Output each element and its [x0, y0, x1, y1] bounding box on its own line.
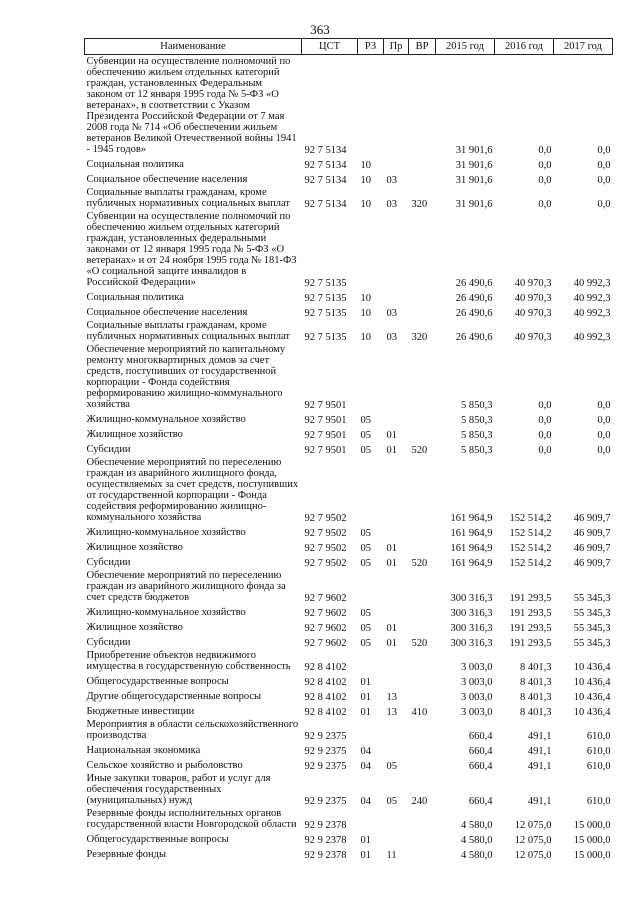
row-vr	[409, 807, 436, 831]
row-name: Мероприятия в области сельскохозяйственного производства	[86, 719, 299, 741]
row-cst: 92 7 5135	[304, 293, 347, 304]
row-vr	[409, 524, 436, 539]
row-value-2015: 5 850,3	[461, 415, 493, 426]
row-value-2015: 161 964,9	[450, 513, 493, 524]
row-value-2016: 152 514,2	[509, 543, 552, 554]
table-row	[85, 807, 613, 831]
row-name: Жилищное хозяйство	[86, 429, 183, 440]
row-pr: 01	[386, 638, 397, 649]
row-name: Другие общегосударственные вопросы	[86, 691, 262, 702]
row-value-2017: 46 909,7	[573, 528, 611, 539]
row-value-2017: 55 345,3	[573, 638, 611, 649]
row-rz: 05	[360, 638, 371, 649]
row-name: Обеспечение мероприятий по переселению граждан из аварийного жилищного фонда, осуществляемых за счет средств, поступивших от государственной корпорации - Фонда содействия реформированию жилищно-коммунального хозяйства	[86, 457, 299, 523]
row-pr: 03	[386, 332, 397, 343]
row-pr	[384, 673, 409, 688]
row-cst: 92 7 5134	[304, 160, 347, 171]
row-rz: 01	[360, 707, 371, 718]
table-row	[85, 703, 613, 718]
header-name: Наименование	[85, 39, 302, 55]
row-value-2016: 0,0	[538, 175, 552, 186]
row-vr	[409, 831, 436, 846]
row-value-2016: 152 514,2	[509, 558, 552, 569]
table-row	[85, 772, 613, 807]
table-row	[85, 539, 613, 554]
row-vr	[409, 604, 436, 619]
row-vr	[409, 456, 436, 524]
row-vr: 320	[411, 199, 428, 210]
row-value-2017: 0,0	[597, 175, 611, 186]
row-value-2015: 660,4	[468, 761, 493, 772]
row-value-2016: 8 401,3	[520, 662, 552, 673]
row-vr	[409, 718, 436, 742]
row-name: Резервные фонды	[86, 849, 167, 860]
row-rz: 10	[360, 308, 371, 319]
table-row	[85, 554, 613, 569]
row-value-2016: 491,1	[527, 796, 552, 807]
row-pr: 01	[386, 558, 397, 569]
row-value-2015: 31 901,6	[455, 199, 493, 210]
row-value-2017: 40 992,3	[573, 278, 611, 289]
table-row	[85, 673, 613, 688]
row-rz: 05	[360, 528, 371, 539]
row-rz: 01	[360, 835, 371, 846]
row-name: Субвенции на осуществление полномочий по обеспечению жильем отдельных категорий граждан, установленных федеральными законами от 12 января 1995 года № 5-ФЗ «О ветеранах» и от 24 ноября 1995 года № 181-ФЗ «О социальной защите инвалидов в Российской Федерации»	[86, 211, 297, 288]
row-value-2016: 491,1	[527, 746, 552, 757]
row-pr	[384, 343, 409, 411]
row-value-2016: 40 970,3	[514, 332, 552, 343]
row-vr	[409, 539, 436, 554]
row-rz: 10	[360, 199, 371, 210]
row-cst: 92 7 9502	[304, 528, 347, 539]
row-rz: 04	[360, 746, 371, 757]
table-row	[85, 441, 613, 456]
row-value-2017: 15 000,0	[573, 835, 611, 846]
row-value-2016: 0,0	[538, 400, 552, 411]
row-cst: 92 8 4102	[304, 662, 347, 673]
row-cst: 92 7 9501	[304, 430, 347, 441]
row-value-2016: 40 970,3	[514, 278, 552, 289]
row-cst: 92 7 5134	[304, 199, 347, 210]
row-vr	[409, 55, 436, 157]
row-value-2017: 46 909,7	[573, 513, 611, 524]
row-pr	[384, 831, 409, 846]
row-rz: 05	[360, 430, 371, 441]
row-value-2015: 3 003,0	[461, 692, 493, 703]
row-pr: 01	[386, 543, 397, 554]
row-pr	[384, 742, 409, 757]
row-cst: 92 7 9501	[304, 415, 347, 426]
table-row	[85, 846, 613, 861]
row-value-2017: 610,0	[586, 746, 611, 757]
row-value-2017: 15 000,0	[573, 850, 611, 861]
row-rz: 05	[360, 415, 371, 426]
header-2017: 2017 год	[554, 39, 613, 55]
row-pr	[384, 411, 409, 426]
row-vr	[409, 757, 436, 772]
table-row	[85, 604, 613, 619]
budget-table	[84, 38, 613, 861]
row-cst: 92 7 9602	[304, 593, 347, 604]
row-cst: 92 9 2375	[304, 746, 347, 757]
row-pr: 01	[386, 430, 397, 441]
row-value-2016: 0,0	[538, 445, 552, 456]
row-rz	[358, 456, 384, 524]
row-name: Субвенции на осуществление полномочий по обеспечению жильем отдельных категорий граждан, установленных Федеральным законом от 12 января 1995 года № 5-ФЗ «О ветеранах», в соответствии с Указом Президента Российской Федерации от 7 мая 2008 года № 714 «Об обеспечении жильем ветеранов Великой Отечественной войны 1941 - 1945 годов»	[86, 56, 297, 155]
row-pr	[384, 456, 409, 524]
table-row	[85, 319, 613, 343]
row-name: Обеспечение мероприятий по переселению граждан из аварийного жилищного фонда за счет средств бюджетов	[86, 570, 286, 603]
row-cst: 92 7 9502	[304, 513, 347, 524]
row-name: Социальное обеспечение населения	[86, 174, 248, 185]
row-value-2017: 0,0	[597, 145, 611, 156]
header-rz: РЗ	[358, 39, 384, 55]
row-value-2017: 46 909,7	[573, 543, 611, 554]
row-name: Жилищно-коммунальное хозяйство	[86, 527, 246, 538]
row-vr	[409, 289, 436, 304]
row-cst: 92 8 4102	[304, 707, 347, 718]
table-row	[85, 688, 613, 703]
row-value-2015: 5 850,3	[461, 430, 493, 441]
row-value-2015: 660,4	[468, 796, 493, 807]
row-value-2017: 0,0	[597, 445, 611, 456]
row-pr: 05	[386, 796, 397, 807]
row-value-2017: 10 436,4	[573, 707, 611, 718]
row-rz	[358, 649, 384, 673]
row-value-2017: 46 909,7	[573, 558, 611, 569]
row-value-2015: 31 901,6	[455, 145, 493, 156]
row-value-2015: 3 003,0	[461, 677, 493, 688]
table-row	[85, 757, 613, 772]
row-value-2016: 0,0	[538, 199, 552, 210]
row-cst: 92 7 5135	[304, 332, 347, 343]
row-cst: 92 9 2378	[304, 850, 347, 861]
row-rz: 10	[360, 160, 371, 171]
row-value-2016: 191 293,5	[509, 638, 552, 649]
row-vr	[409, 673, 436, 688]
table-row	[85, 210, 613, 289]
row-value-2015: 26 490,6	[455, 332, 493, 343]
row-value-2016: 12 075,0	[514, 835, 552, 846]
row-name: Жилищно-коммунальное хозяйство	[86, 607, 246, 618]
row-value-2017: 55 345,3	[573, 623, 611, 634]
row-vr: 520	[411, 445, 428, 456]
table-row	[85, 718, 613, 742]
row-name: Социальная политика	[86, 292, 184, 303]
row-name: Национальная экономика	[86, 745, 201, 756]
row-name: Иные закупки товаров, работ и услуг для обеспечения государственных (муниципальных) нужд	[86, 773, 271, 806]
row-value-2017: 0,0	[597, 415, 611, 426]
row-rz: 10	[360, 175, 371, 186]
row-value-2017: 40 992,3	[573, 308, 611, 319]
row-value-2015: 26 490,6	[455, 278, 493, 289]
row-value-2017: 10 436,4	[573, 677, 611, 688]
row-vr	[409, 688, 436, 703]
header-pr: Пр	[384, 39, 409, 55]
row-value-2015: 300 316,3	[450, 638, 493, 649]
row-cst: 92 7 9602	[304, 608, 347, 619]
row-value-2015: 5 850,3	[461, 400, 493, 411]
table-row	[85, 831, 613, 846]
row-name: Общегосударственные вопросы	[86, 834, 229, 845]
row-value-2016: 152 514,2	[509, 528, 552, 539]
row-rz: 05	[360, 543, 371, 554]
row-pr: 03	[386, 199, 397, 210]
row-name: Социальная политика	[86, 159, 184, 170]
row-value-2017: 610,0	[586, 796, 611, 807]
row-value-2015: 4 580,0	[461, 835, 493, 846]
row-value-2017: 55 345,3	[573, 608, 611, 619]
row-name: Социальное обеспечение населения	[86, 307, 248, 318]
row-cst: 92 7 9502	[304, 543, 347, 554]
row-cst: 92 8 4102	[304, 692, 347, 703]
row-rz	[358, 569, 384, 604]
row-vr: 520	[411, 558, 428, 569]
row-value-2016: 8 401,3	[520, 707, 552, 718]
row-name: Сельское хозяйство и рыболовство	[86, 760, 243, 771]
row-pr: 01	[386, 445, 397, 456]
row-value-2017: 10 436,4	[573, 662, 611, 673]
row-cst: 92 9 2375	[304, 731, 347, 742]
row-rz: 04	[360, 796, 371, 807]
row-value-2016: 40 970,3	[514, 308, 552, 319]
row-value-2015: 4 580,0	[461, 820, 493, 831]
row-value-2015: 300 316,3	[450, 608, 493, 619]
row-pr: 13	[386, 707, 397, 718]
row-cst: 92 7 9502	[304, 558, 347, 569]
row-pr	[384, 55, 409, 157]
row-name: Приобретение объектов недвижимого имущества в государственную собственность	[86, 650, 291, 672]
row-vr: 320	[411, 332, 428, 343]
header-cst: ЦСТ	[302, 39, 358, 55]
row-pr	[384, 156, 409, 171]
row-vr: 410	[411, 707, 428, 718]
row-cst: 92 9 2375	[304, 761, 347, 772]
row-vr	[409, 210, 436, 289]
table-row	[85, 171, 613, 186]
row-vr	[409, 619, 436, 634]
row-pr	[384, 604, 409, 619]
row-vr	[409, 649, 436, 673]
row-rz	[358, 55, 384, 157]
row-value-2015: 3 003,0	[461, 707, 493, 718]
row-vr: 240	[411, 796, 428, 807]
row-name: Социальные выплаты гражданам, кроме публичных нормативных социальных выплат	[86, 187, 290, 209]
row-vr	[409, 426, 436, 441]
row-value-2016: 12 075,0	[514, 820, 552, 831]
row-pr	[384, 289, 409, 304]
row-rz: 01	[360, 692, 371, 703]
row-cst: 92 7 9602	[304, 638, 347, 649]
row-vr	[409, 846, 436, 861]
row-value-2016: 152 514,2	[509, 513, 552, 524]
row-name: Жилищное хозяйство	[86, 622, 183, 633]
row-cst: 92 7 9501	[304, 445, 347, 456]
row-vr	[409, 742, 436, 757]
table-row	[85, 634, 613, 649]
table-row	[85, 186, 613, 210]
row-rz: 05	[360, 445, 371, 456]
row-pr	[384, 569, 409, 604]
row-vr	[409, 569, 436, 604]
row-rz	[358, 807, 384, 831]
row-value-2015: 161 964,9	[450, 528, 493, 539]
row-rz: 05	[360, 558, 371, 569]
row-vr	[409, 304, 436, 319]
row-cst: 92 9 2378	[304, 835, 347, 846]
table-row	[85, 304, 613, 319]
row-value-2017: 15 000,0	[573, 820, 611, 831]
row-value-2017: 40 992,3	[573, 332, 611, 343]
row-value-2017: 0,0	[597, 160, 611, 171]
row-rz: 05	[360, 623, 371, 634]
table-row	[85, 426, 613, 441]
row-cst: 92 9 2375	[304, 796, 347, 807]
row-value-2016: 40 970,3	[514, 293, 552, 304]
header-vr: ВР	[409, 39, 436, 55]
row-rz	[358, 210, 384, 289]
row-pr: 11	[386, 850, 397, 861]
row-value-2015: 161 964,9	[450, 543, 493, 554]
row-value-2017: 10 436,4	[573, 692, 611, 703]
row-pr	[384, 524, 409, 539]
row-value-2015: 300 316,3	[450, 593, 493, 604]
row-name: Социальные выплаты гражданам, кроме публичных нормативных социальных выплат	[86, 320, 290, 342]
row-value-2015: 26 490,6	[455, 308, 493, 319]
row-pr: 05	[386, 761, 397, 772]
row-value-2016: 191 293,5	[509, 593, 552, 604]
row-vr	[409, 343, 436, 411]
row-cst: 92 7 9501	[304, 400, 347, 411]
table-header-row	[85, 39, 613, 55]
row-value-2015: 660,4	[468, 731, 493, 742]
page-number: 363	[310, 22, 330, 37]
row-value-2017: 0,0	[597, 430, 611, 441]
row-value-2017: 0,0	[597, 400, 611, 411]
row-value-2016: 0,0	[538, 145, 552, 156]
row-value-2015: 26 490,6	[455, 293, 493, 304]
row-rz	[358, 718, 384, 742]
row-cst: 92 8 4102	[304, 677, 347, 688]
table-row	[85, 742, 613, 757]
row-pr	[384, 649, 409, 673]
row-value-2017: 610,0	[586, 761, 611, 772]
row-name: Субсидии	[86, 557, 131, 568]
row-name: Резервные фонды исполнительных органов государственной власти Новгородской области	[86, 808, 297, 830]
row-value-2016: 491,1	[527, 761, 552, 772]
table-row	[85, 456, 613, 524]
row-cst: 92 7 5135	[304, 308, 347, 319]
table-row	[85, 55, 613, 157]
row-value-2015: 300 316,3	[450, 623, 493, 634]
row-cst: 92 7 9602	[304, 623, 347, 634]
header-2015: 2015 год	[436, 39, 495, 55]
row-vr	[409, 411, 436, 426]
row-cst: 92 9 2378	[304, 820, 347, 831]
table-row	[85, 569, 613, 604]
row-vr	[409, 171, 436, 186]
row-name: Субсидии	[86, 444, 131, 455]
table-row	[85, 289, 613, 304]
row-name: Обеспечение мероприятий по капитальному ремонту многоквартирных домов за счет средств, поступивших от государственной корпорации - Фонда содействия реформированию жилищно-коммунального хозяйства	[86, 344, 286, 410]
row-value-2016: 191 293,5	[509, 623, 552, 634]
row-value-2017: 610,0	[586, 731, 611, 742]
row-value-2016: 191 293,5	[509, 608, 552, 619]
table-row	[85, 619, 613, 634]
row-value-2017: 55 345,3	[573, 593, 611, 604]
row-pr: 03	[386, 308, 397, 319]
row-rz	[358, 343, 384, 411]
table-row	[85, 524, 613, 539]
row-rz: 01	[360, 677, 371, 688]
row-value-2017: 40 992,3	[573, 293, 611, 304]
table-row	[85, 649, 613, 673]
row-value-2016: 0,0	[538, 160, 552, 171]
row-value-2016: 8 401,3	[520, 677, 552, 688]
row-cst: 92 7 5135	[304, 278, 347, 289]
row-name: Жилищное хозяйство	[86, 542, 183, 553]
row-value-2016: 0,0	[538, 430, 552, 441]
row-cst: 92 7 5134	[304, 145, 347, 156]
row-name: Бюджетные инвестиции	[86, 706, 195, 717]
row-value-2015: 161 964,9	[450, 558, 493, 569]
row-value-2015: 3 003,0	[461, 662, 493, 673]
row-value-2017: 0,0	[597, 199, 611, 210]
row-pr: 13	[386, 692, 397, 703]
row-pr: 03	[386, 175, 397, 186]
row-value-2015: 660,4	[468, 746, 493, 757]
row-value-2015: 31 901,6	[455, 160, 493, 171]
row-vr: 520	[411, 638, 428, 649]
row-value-2016: 0,0	[538, 415, 552, 426]
row-name: Общегосударственные вопросы	[86, 676, 229, 687]
row-rz: 10	[360, 293, 371, 304]
row-rz: 10	[360, 332, 371, 343]
row-value-2016: 491,1	[527, 731, 552, 742]
table-row	[85, 343, 613, 411]
row-pr	[384, 210, 409, 289]
row-pr	[384, 718, 409, 742]
table-row	[85, 156, 613, 171]
row-vr	[409, 156, 436, 171]
row-name: Жилищно-коммунальное хозяйство	[86, 414, 246, 425]
row-value-2015: 4 580,0	[461, 850, 493, 861]
row-pr	[384, 807, 409, 831]
row-rz: 04	[360, 761, 371, 772]
row-rz: 01	[360, 850, 371, 861]
table-row	[85, 411, 613, 426]
table-body	[85, 55, 613, 862]
row-value-2015: 5 850,3	[461, 445, 493, 456]
row-value-2016: 8 401,3	[520, 692, 552, 703]
row-value-2015: 31 901,6	[455, 175, 493, 186]
header-2016: 2016 год	[495, 39, 554, 55]
row-name: Субсидии	[86, 637, 131, 648]
row-pr: 01	[386, 623, 397, 634]
row-cst: 92 7 5134	[304, 175, 347, 186]
row-value-2016: 12 075,0	[514, 850, 552, 861]
row-rz: 05	[360, 608, 371, 619]
